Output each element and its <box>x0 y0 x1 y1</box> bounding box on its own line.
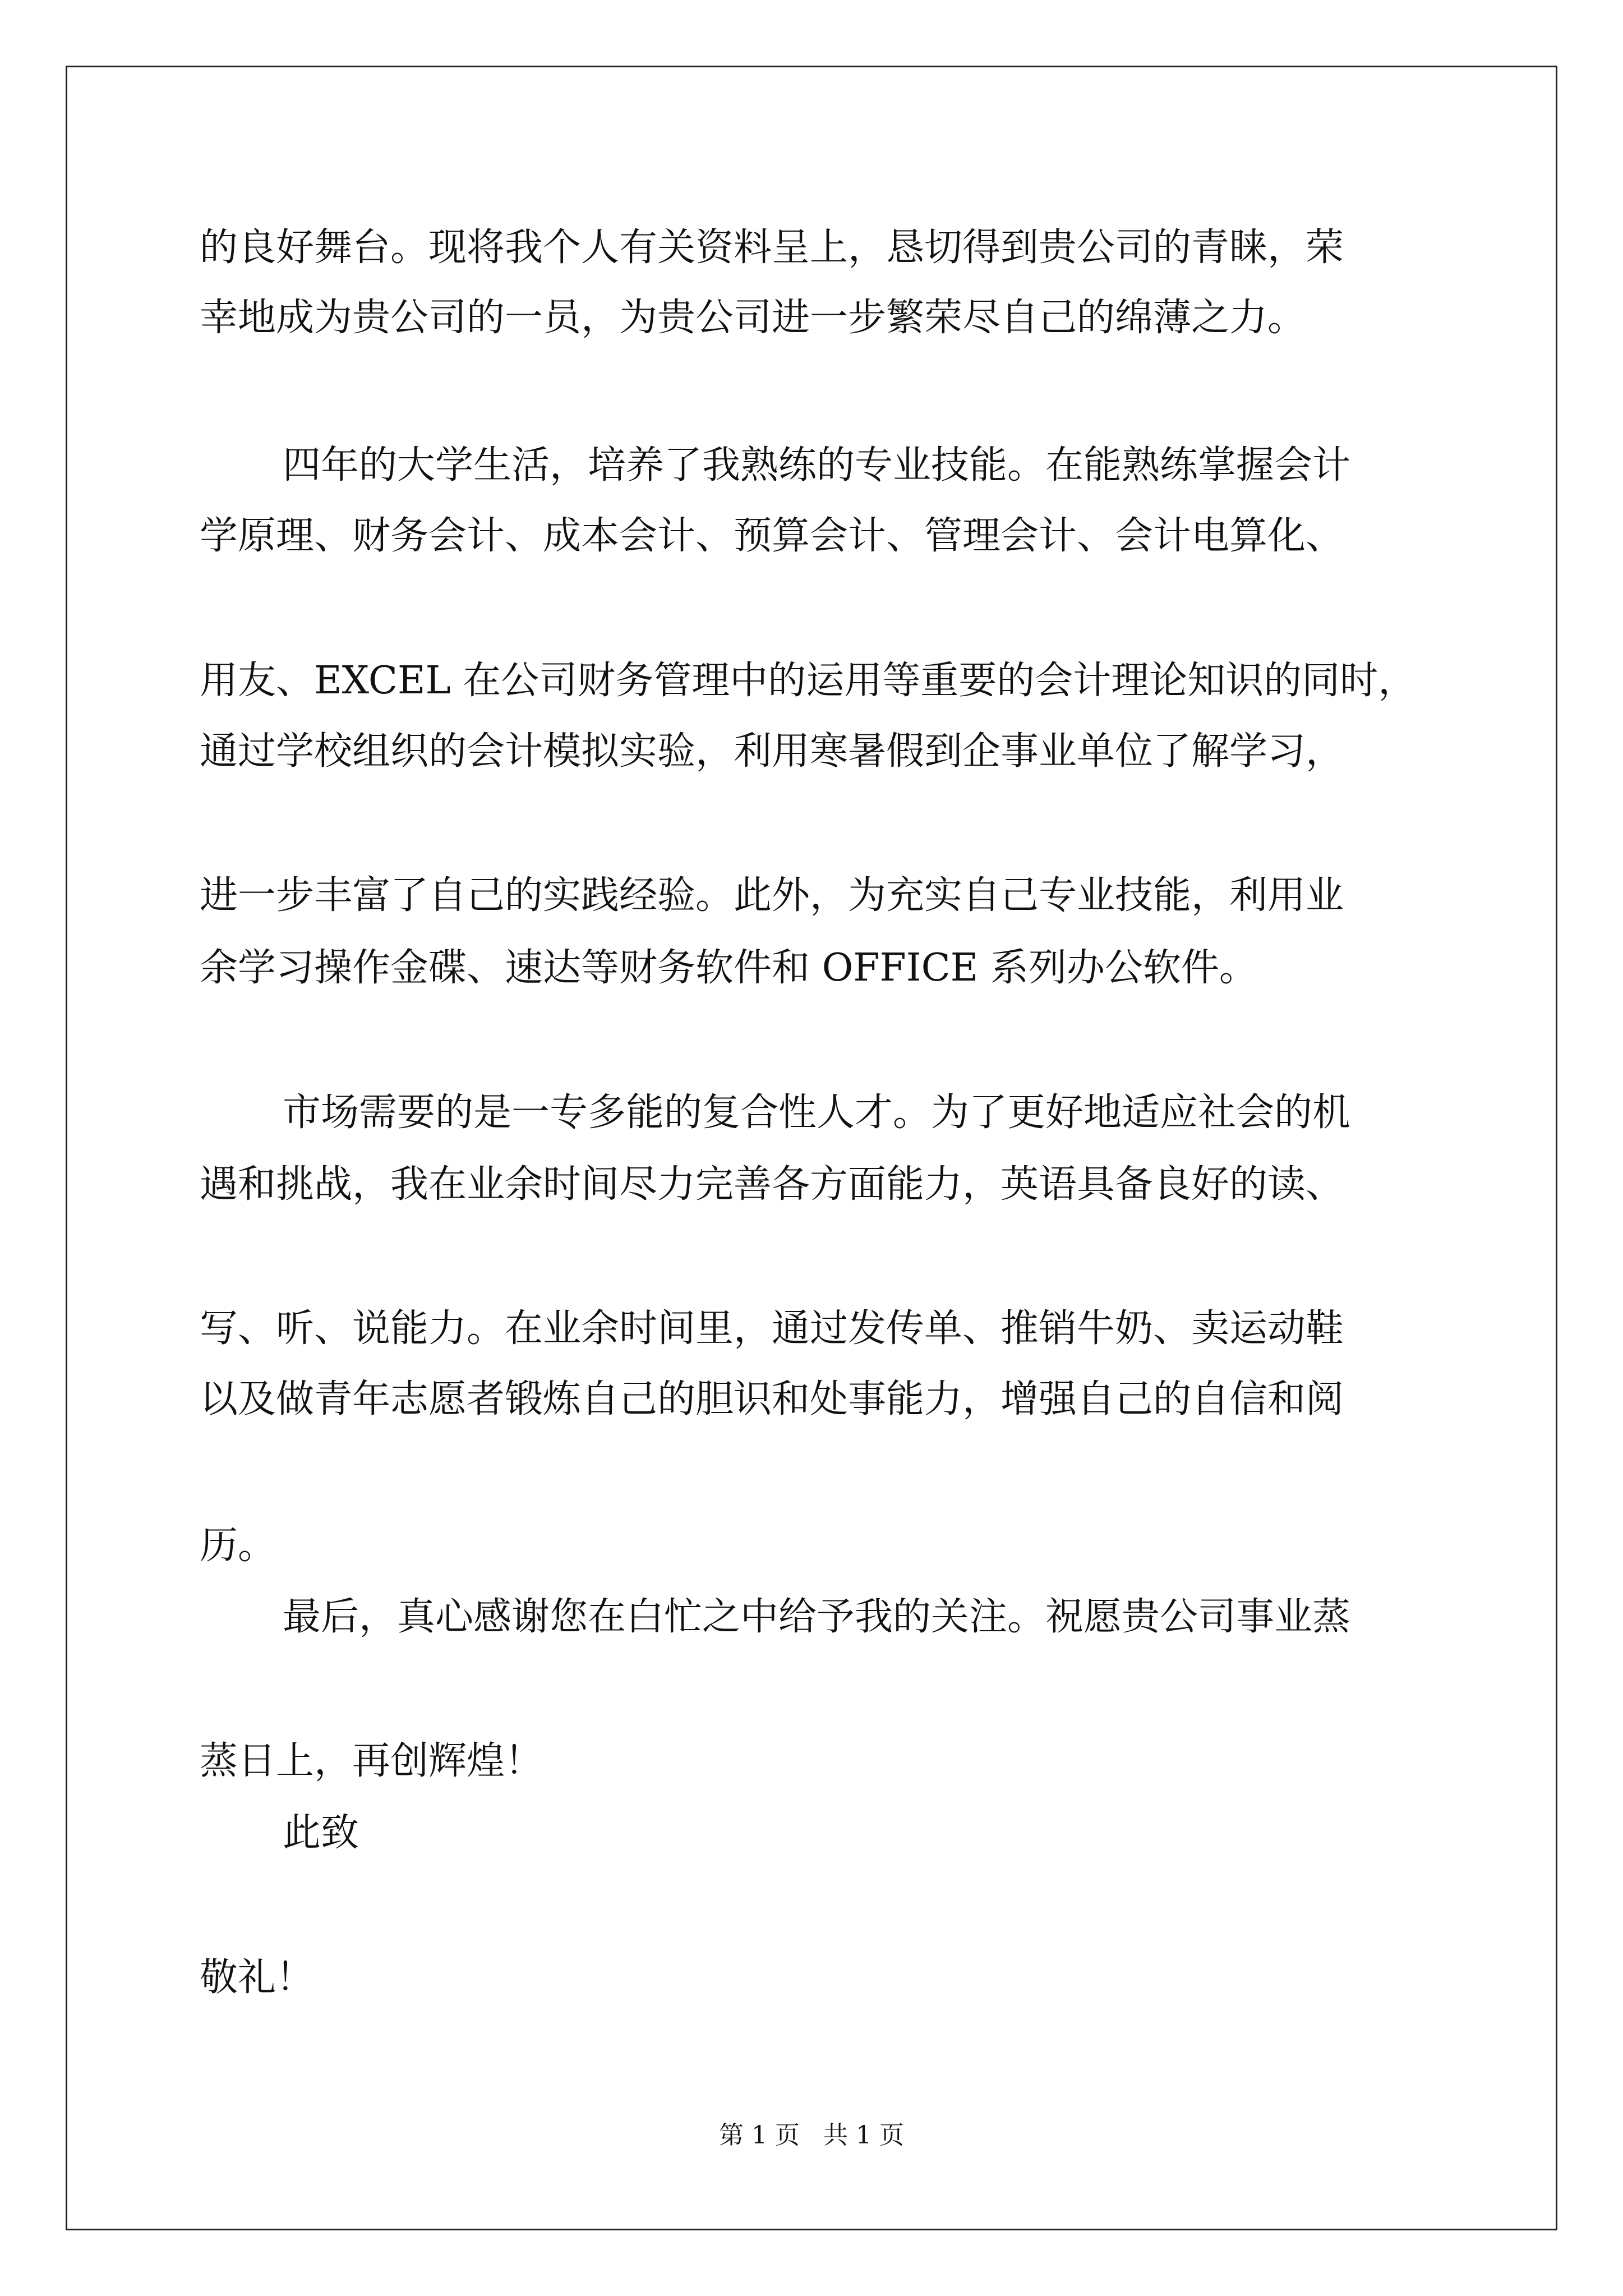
body-line: 以及做青年志愿者锻炼自己的胆识和处事能力，增强自己的自信和阅 <box>200 1377 1344 1421</box>
body-line: 蒸日上，再创辉煌！ <box>200 1739 543 1783</box>
body-line: 的良好舞台。现将我个人有关资料呈上，恳切得到贵公司的青睐，荣 <box>200 226 1344 270</box>
page-border <box>66 66 1557 2230</box>
paragraph-line: 市场需要的是一专多能的复合性人才。为了更好地适应社会的机 <box>283 1091 1351 1135</box>
body-line: 幸地成为贵公司的一员，为贵公司进一步繁荣尽自己的绵薄之力。 <box>200 296 1306 340</box>
body-line: 学原理、财务会计、成本会计、预算会计、管理会计、会计电算化、 <box>200 514 1344 558</box>
body-line: 进一步丰富了自己的实践经验。此外，为充实自己专业技能，利用业 <box>200 873 1344 918</box>
body-line: 写、听、说能力。在业余时间里，通过发传单、推销牛奶、卖运动鞋 <box>200 1306 1344 1351</box>
body-line: 用友、EXCEL 在公司财务管理中的运用等重要的会计理论知识的同时， <box>200 659 1417 703</box>
body-line: 遇和挑战，我在业余时间尽力完善各方面能力，英语具备良好的读、 <box>200 1162 1344 1207</box>
body-line: 通过学校组织的会计模拟实验，利用寒暑假到企事业单位了解学习， <box>200 729 1344 774</box>
paragraph-line: 最后，真心感谢您在白忙之中给予我的关注。祝愿贵公司事业蒸 <box>283 1595 1351 1639</box>
paragraph-line: 四年的大学生活，培养了我熟练的专业技能。在能熟练掌握会计 <box>283 443 1351 487</box>
body-line: 历。 <box>200 1524 276 1568</box>
closing-line: 此致 <box>283 1811 359 1855</box>
salutation-line: 敬礼！ <box>200 1955 315 2000</box>
page-footer: 第 1 页 共 1 页 <box>719 2121 904 2150</box>
body-line: 余学习操作金碟、速达等财务软件和 OFFICE 系列办公软件。 <box>200 946 1257 990</box>
